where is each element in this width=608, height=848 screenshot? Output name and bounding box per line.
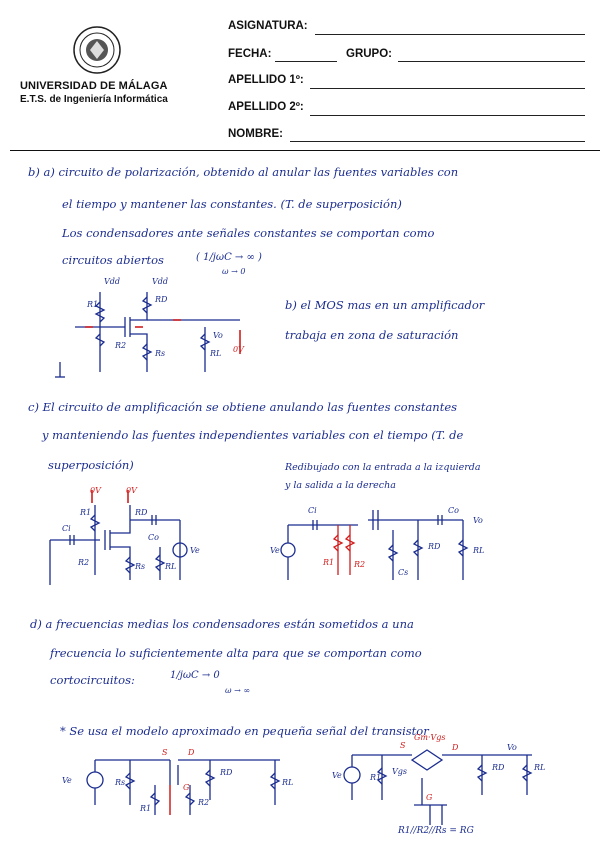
rd-label-c2: RD — [428, 542, 441, 551]
r2-label-c: R2 — [78, 558, 90, 567]
r1-label-m: R1 — [370, 773, 382, 782]
small-signal-model-diagram — [322, 733, 572, 835]
note-b-line2: el tiempo y mantener las constantes. (T. de superposición) — [62, 197, 402, 211]
note-d-formula: 1/jωC → 0 — [170, 670, 220, 681]
vo-label-m: Vo — [507, 743, 517, 752]
d-label-e: D — [188, 748, 195, 757]
ve-label-c: Ve — [190, 546, 200, 555]
d-label-m: D — [452, 743, 459, 752]
r2-label: R2 — [115, 341, 127, 350]
note-d-line3: cortocircuitos: — [50, 673, 135, 687]
r1-label-e: R1 — [140, 804, 152, 813]
rd-label-m: RD — [492, 763, 505, 772]
co-label-c2: Co — [448, 506, 459, 515]
asignatura-line — [315, 34, 585, 35]
nombre-line — [290, 141, 585, 142]
ci-label-c: Ci — [62, 524, 71, 533]
vo-label: Vo — [213, 331, 223, 340]
apellido2-label: APELLIDO 2º: — [228, 101, 304, 113]
school-name: E.T.S. de Ingeniería Informática — [20, 94, 168, 105]
note-b-side2: trabaja en zona de saturación — [285, 328, 459, 342]
amplifier-redrawn-diagram — [268, 505, 508, 595]
fecha-label: FECHA: — [228, 48, 272, 60]
note-b-line1: b) a) circuito de polarización, obtenido al anular las fuentes variables con — [28, 165, 459, 179]
r1-label-c2: R1 — [323, 558, 335, 567]
vo-label-c2: Vo — [473, 516, 483, 525]
rl-label-e: RL — [282, 778, 294, 787]
r2-label-c2: R2 — [354, 560, 366, 569]
asignatura-label: ASIGNATURA: — [228, 20, 308, 32]
rd-label-e: RD — [220, 768, 233, 777]
rl-label: RL — [210, 349, 222, 358]
ve-label-m: Ve — [332, 771, 342, 780]
note-c-line3: superposición) — [48, 458, 134, 472]
ov-label-c2: 0V — [126, 486, 137, 495]
rl-label-c: RL — [165, 562, 177, 571]
note-b-line3: Los condensadores ante señales constantes se comportan como — [62, 226, 435, 240]
rd-label-c: RD — [135, 508, 148, 517]
note-b-formula: ( 1/jωC → ∞ ) — [196, 252, 262, 263]
note-d-line2: frecuencia lo suficientemente alta para que se comportan como — [50, 646, 422, 660]
vdd-label-1: Vdd — [104, 277, 121, 286]
rl-label-m: RL — [534, 763, 546, 772]
university-name: UNIVERSIDAD DE MÁLAGA — [20, 80, 168, 92]
s-label-e: S — [162, 748, 168, 757]
co-label-c: Co — [148, 533, 159, 542]
note-d-formula-sub: ω → ∞ — [225, 686, 250, 695]
gm-label-m: Gm·Vgs — [414, 733, 446, 742]
bias-circuit-diagram — [55, 272, 255, 382]
g-label-e: G — [183, 783, 190, 792]
header-separator — [10, 150, 600, 151]
grupo-label: GRUPO: — [346, 48, 392, 60]
apellido2-line — [310, 115, 585, 116]
university-seal-icon — [72, 25, 122, 75]
nombre-label: NOMBRE: — [228, 128, 283, 140]
rs-label: Rs — [155, 349, 166, 358]
vdd-label-2: Vdd — [152, 277, 169, 286]
note-c-line2: y manteniendo las fuentes independientes variables con el tiempo (T. de — [42, 428, 464, 442]
note-c-line1: c) El circuito de amplificación se obtiene anulando las fuentes constantes — [28, 400, 458, 414]
fecha-line — [275, 61, 337, 62]
note-b-formula-sub: ω → 0 — [222, 267, 246, 276]
small-signal-circuit-diagram — [60, 745, 310, 825]
apellido1-line — [310, 88, 585, 89]
r2-label-e: R2 — [198, 798, 210, 807]
ci-label-c2: Ci — [308, 506, 317, 515]
ov-label: 0V — [233, 345, 244, 354]
note-e-line1: * Se usa el modelo aproximado en pequeña señal del transistor — [60, 724, 429, 738]
s-label-m: S — [400, 741, 406, 750]
vgs-label-m: Vgs — [392, 767, 408, 776]
note-d-line1: d) a frecuencias medias los condensadores están sometidos a una — [30, 617, 414, 631]
rs-label-c: Rs — [135, 562, 146, 571]
note-e-bottom: R1//R2//Rs = RG — [398, 826, 474, 836]
amplifier-circuit-diagram — [40, 485, 220, 595]
ve-label-e: Ve — [62, 776, 72, 785]
grupo-line — [398, 61, 585, 62]
r1-label-c: R1 — [80, 508, 92, 517]
note-b-side1: b) el MOS mas en un amplificador — [285, 298, 485, 312]
note-b-line4: circuitos abiertos — [62, 253, 164, 267]
r1-label: R1 — [87, 300, 99, 309]
rl-label-c2: RL — [473, 546, 485, 555]
ve-label-c2: Ve — [270, 546, 280, 555]
cs-label-c2: Cs — [398, 568, 409, 577]
note-c-side2: y la salida a la derecha — [285, 480, 396, 491]
rs-label-e: Rs — [115, 778, 126, 787]
apellido1-label: APELLIDO 1º: — [228, 74, 304, 86]
g-label-m: G — [426, 793, 433, 802]
ov-label-c1: 0V — [90, 486, 101, 495]
rd-label: RD — [155, 295, 168, 304]
note-c-side1: Redibujado con la entrada a la izquierda — [285, 462, 481, 473]
